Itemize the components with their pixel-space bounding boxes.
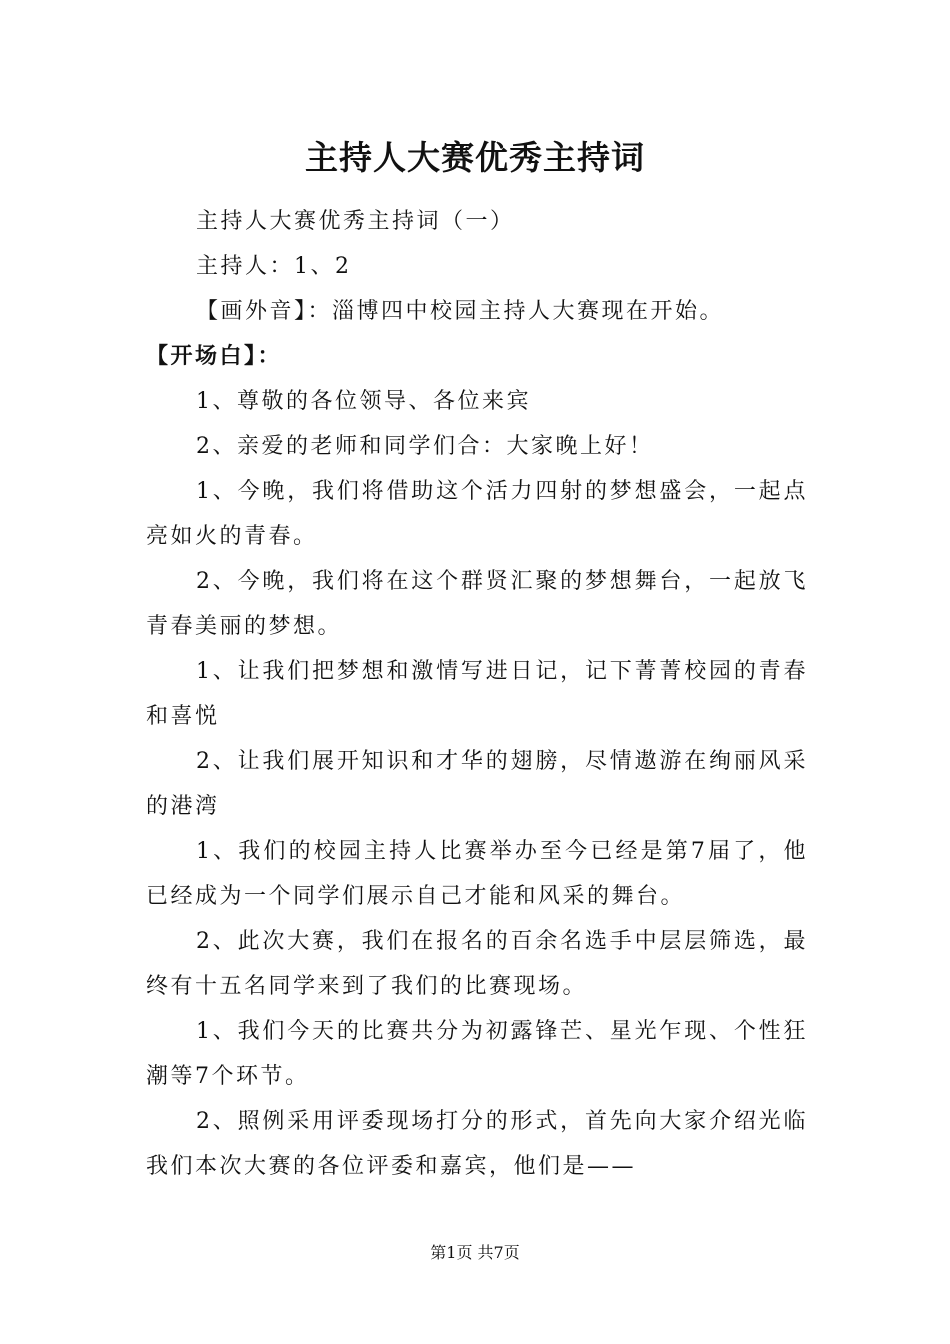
paragraph: 2、今晚，我们将在这个群贤汇聚的梦想舞台，一起放飞青春美丽的梦想。 (146, 569, 808, 639)
paragraph-subtitle: 主持人大赛优秀主持词（一） (196, 209, 515, 234)
document-body (146, 199, 808, 1189)
paragraph: 2、照例采用评委现场打分的形式，首先向大家介绍光临我们本次大赛的各位评委和嘉宾，他们是—— (146, 1109, 808, 1179)
paragraph: 1、尊敬的各位领导、各位来宾 (196, 389, 531, 414)
paragraph-voiceover: 【画外音】：淄博四中校园主持人大赛现在开始。 (196, 299, 725, 324)
paragraph: 1、我们今天的比赛共分为初露锋芒、星光乍现、个性狂潮等7个环节。 (146, 1019, 808, 1089)
paragraph: 1、我们的校园主持人比赛举办至今已经是第7届了，他已经成为一个同学们展示自己才能和风采的舞台。 (146, 839, 808, 909)
paragraph: 2、让我们展开知识和才华的翅膀，尽情遨游在绚丽风采的港湾 (146, 749, 808, 819)
document-title: 主持人大赛优秀主持词 (305, 138, 645, 177)
paragraph-hosts: 主持人：1、2 (196, 254, 352, 279)
paragraph: 2、此次大赛，我们在报名的百余名选手中层层筛选，最终有十五名同学来到了我们的比赛现场。 (146, 929, 808, 999)
paragraph: 1、今晚，我们将借助这个活力四射的梦想盛会，一起点亮如火的青春。 (146, 479, 808, 549)
paragraph: 1、让我们把梦想和激情写进日记，记下菁菁校园的青春和喜悦 (146, 659, 808, 729)
page-number-footer: 第1页 共7页 (430, 1243, 520, 1262)
paragraph: 2、亲爱的老师和同学们合：大家晚上好！ (196, 434, 654, 459)
section-heading-opening: 【开场白】： (146, 343, 283, 369)
